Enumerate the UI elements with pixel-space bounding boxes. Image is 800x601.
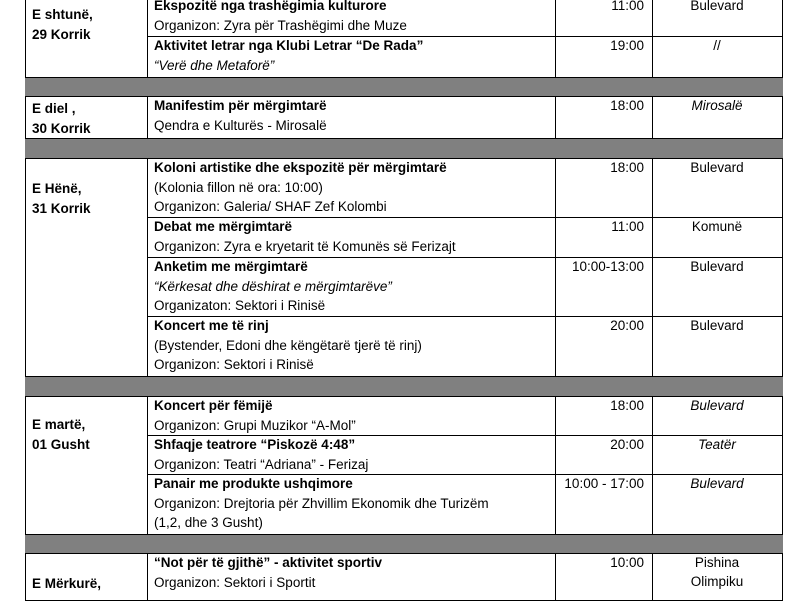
event-detail: “Verë dhe Metaforë” bbox=[154, 57, 275, 73]
day-name: E Mërkurë, bbox=[32, 576, 102, 591]
event-place: // bbox=[713, 38, 721, 53]
event-title: Debat me mërgimtarë bbox=[154, 219, 293, 234]
column-divider bbox=[25, 553, 26, 600]
row-divider bbox=[25, 376, 783, 377]
event-place: Pishina bbox=[694, 555, 740, 570]
column-divider bbox=[25, 96, 26, 138]
day-separator-band bbox=[25, 534, 783, 553]
event-title: Shfaqje teatrore “Piskozë 4:48” bbox=[154, 437, 356, 452]
event-title: Anketim me mërgimtarë bbox=[154, 259, 308, 274]
event-time: 18:00 bbox=[610, 98, 644, 113]
event-place: Olimpiku bbox=[690, 574, 744, 589]
event-time: 18:00 bbox=[610, 398, 644, 413]
day-separator-band bbox=[25, 138, 783, 158]
event-time: 11:00 bbox=[611, 0, 644, 13]
event-time: 10:00-13:00 bbox=[571, 259, 644, 274]
event-time: 10:00 - 17:00 bbox=[564, 476, 644, 491]
column-divider bbox=[652, 396, 653, 534]
event-time: 10:00 bbox=[610, 555, 644, 570]
column-divider bbox=[782, 0, 783, 77]
day-date: 31 Korrik bbox=[32, 201, 91, 216]
event-place: Bulevard bbox=[690, 0, 744, 13]
row-divider bbox=[25, 138, 783, 139]
day-name: E Hënë, bbox=[32, 181, 82, 196]
event-detail: Organizon: Galeria/ SHAF Zef Kolombi bbox=[154, 199, 387, 214]
row-divider bbox=[25, 77, 783, 78]
event-place: Bulevard bbox=[690, 398, 744, 413]
event-detail: (1,2, dhe 3 Gusht) bbox=[154, 515, 263, 530]
column-divider bbox=[782, 158, 783, 376]
event-detail: Organizon: Zyra e kryetarit të Komunës së Ferizajt bbox=[154, 238, 456, 254]
event-place: Bulevard bbox=[690, 318, 744, 333]
column-divider bbox=[25, 0, 26, 77]
event-place: Bulevard bbox=[690, 259, 744, 274]
column-divider bbox=[25, 158, 26, 376]
event-place: Komunë bbox=[691, 219, 743, 234]
day-separator-band bbox=[25, 77, 783, 96]
event-title: “Not për të gjithë” - aktivitet sportiv bbox=[154, 555, 383, 570]
event-detail: “Kërkesat dhe dëshirat e mërgimtarëve” bbox=[154, 278, 392, 294]
column-divider bbox=[25, 396, 26, 534]
event-time: 19:00 bbox=[610, 38, 644, 53]
day-date: 01 Gusht bbox=[32, 437, 90, 452]
day-separator-band bbox=[25, 376, 783, 396]
event-detail: (Bystender, Edoni dhe këngëtarë tjerë të rinj) bbox=[154, 337, 422, 353]
column-divider bbox=[782, 553, 783, 600]
day-date: 29 Korrik bbox=[32, 27, 91, 42]
column-divider bbox=[782, 396, 783, 534]
event-detail: Organizon: Teatri “Adriana” - Ferizaj bbox=[154, 456, 369, 472]
event-detail: Organizon: Zyra për Trashëgimi dhe Muze bbox=[154, 17, 407, 33]
event-detail: Organizaton: Sektori i Rinisë bbox=[154, 298, 326, 313]
column-divider bbox=[147, 158, 148, 376]
column-divider bbox=[147, 396, 148, 534]
column-divider bbox=[147, 96, 148, 138]
event-place: Mirosalë bbox=[691, 98, 743, 113]
event-detail: Organizon: Sektori i Sportit bbox=[154, 574, 316, 590]
column-divider bbox=[147, 0, 148, 77]
event-time: 20:00 bbox=[610, 437, 644, 452]
day-date: 30 Korrik bbox=[32, 121, 91, 136]
event-detail: Qendra e Kulturës - Mirosalë bbox=[154, 117, 327, 133]
event-title: Koncert me të rinj bbox=[154, 318, 269, 333]
event-time: 20:00 bbox=[610, 318, 644, 333]
event-place: Bulevard bbox=[690, 476, 744, 491]
event-time: 18:00 bbox=[610, 160, 644, 175]
event-detail: Organizon: Sektori i Rinisë bbox=[154, 357, 314, 372]
row-divider bbox=[25, 534, 783, 535]
event-title: Koloni artistike dhe ekspozitë për mërgimtarë bbox=[154, 160, 447, 175]
column-divider bbox=[147, 553, 148, 600]
event-title: Aktivitet letrar nga Klubi Letrar “De Rada” bbox=[154, 38, 424, 53]
event-detail: Organizon: Grupi Muzikor “A-Mol” bbox=[154, 417, 356, 433]
event-title: Panair me produkte ushqimore bbox=[154, 476, 353, 491]
day-name: E shtunë, bbox=[32, 7, 93, 22]
event-place: Bulevard bbox=[690, 160, 744, 175]
event-title: Koncert për fëmijë bbox=[154, 398, 273, 413]
event-place: Teatër bbox=[698, 437, 736, 452]
column-divider bbox=[555, 396, 556, 534]
event-time: 11:00 bbox=[611, 219, 644, 234]
event-title: Manifestim për mërgimtarë bbox=[154, 98, 327, 113]
day-name: E martë, bbox=[32, 417, 86, 432]
event-detail: (Kolonia fillon në ora: 10:00) bbox=[154, 179, 323, 195]
day-name: E diel , bbox=[32, 101, 76, 116]
event-detail: Organizon: Drejtoria për Zhvillim Ekonomik dhe Turizëm bbox=[154, 495, 489, 511]
column-divider bbox=[782, 96, 783, 138]
event-title: Ekspozitë nga trashëgimia kulturore bbox=[154, 0, 387, 13]
